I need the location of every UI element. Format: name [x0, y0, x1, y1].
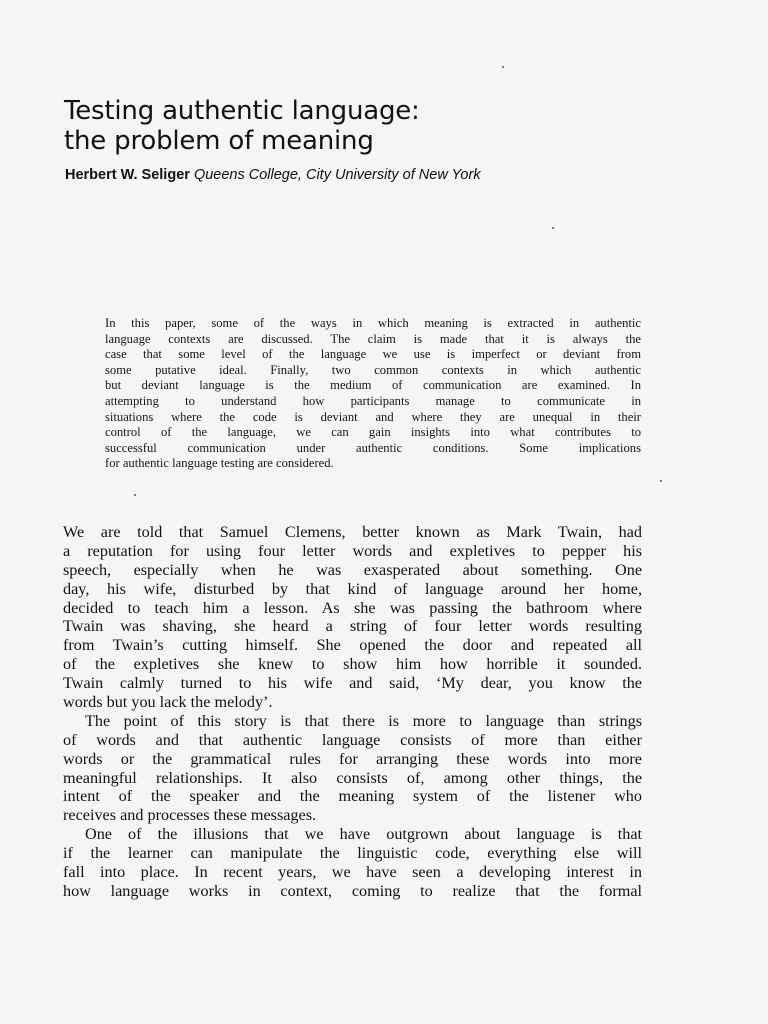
abstract-line: In this paper, some of the ways in which meaning is extracted in authentic — [105, 316, 641, 330]
body-text — [63, 523, 642, 901]
abstract-line: successful communication under authentic conditions. Some implications — [105, 440, 641, 455]
author-affiliation: Queens College, City University of New York — [193, 167, 481, 183]
abstract-line: language contexts are discussed. The claim is made that it is always the — [105, 331, 641, 346]
scan-speck — [552, 227, 554, 229]
body-line: fall into place. In recent years, we have seen a developing interest in — [63, 863, 642, 882]
body-line: intent of the speaker and the meaning system of the listener who — [63, 787, 642, 806]
body-line: speech, especially when he was exasperated about something. One — [63, 560, 642, 579]
scan-speck — [502, 66, 504, 68]
title-line: Testing authentic language: — [64, 96, 420, 126]
author-name: Herbert W. Seliger — [65, 167, 190, 183]
title-line: the problem of meaning — [64, 126, 374, 156]
body-line: from Twain’s cutting himself. She opened the door and repeated all — [63, 636, 642, 655]
scan-speck — [134, 494, 136, 496]
article-title — [64, 96, 704, 156]
body-line: Twain calmly turned to his wife and said, ‘My dear, you know the — [63, 674, 642, 693]
body-line: decided to teach him a lesson. As she was passing the bathroom where — [63, 598, 642, 617]
body-line: of the expletives she knew to show him how horrible it sounded. — [63, 655, 642, 674]
body-line: Twain was shaving, she heard a string of four letter words resulting — [63, 617, 642, 636]
body-line: of words and that authentic language consists of more than either — [63, 730, 642, 749]
abstract-line: control of the language, we can gain insights into what contributes to — [105, 425, 641, 440]
body-line: if the learner can manipulate the linguistic code, everything else will — [63, 844, 642, 863]
abstract-line: for authentic language testing are considered. — [105, 456, 334, 471]
body-line: words or the grammatical rules for arranging these words into more — [63, 749, 642, 768]
body-line: We are told that Samuel Clemens, better known as Mark Twain, had — [63, 523, 642, 541]
abstract-line: situations where the code is deviant and where they are unequal in their — [105, 409, 641, 424]
abstract-line: attempting to understand how participants manage to communicate in — [105, 393, 641, 408]
body-line: One of the illusions that we have outgrown about language is that — [85, 825, 642, 844]
abstract-line: but deviant language is the medium of communication are examined. In — [105, 378, 641, 393]
byline — [65, 167, 481, 183]
abstract-line: some putative ideal. Finally, two common contexts in which authentic — [105, 362, 641, 377]
abstract-line: case that some level of the language we use is imperfect or deviant from — [105, 347, 641, 362]
body-line: words but you lack the melody’. — [63, 693, 273, 712]
body-line: a reputation for using four letter words and expletives to pepper his — [63, 541, 642, 560]
scan-speck — [660, 480, 662, 482]
body-line: The point of this story is that there is more to language than strings — [85, 711, 642, 730]
body-line: meaningful relationships. It also consists of, among other things, the — [63, 768, 642, 787]
body-line: day, his wife, disturbed by that kind of language around her home, — [63, 579, 642, 598]
body-line: how language works in context, coming to realize that the formal — [63, 881, 642, 900]
abstract — [105, 316, 641, 472]
body-line: receives and processes these messages. — [63, 806, 317, 825]
